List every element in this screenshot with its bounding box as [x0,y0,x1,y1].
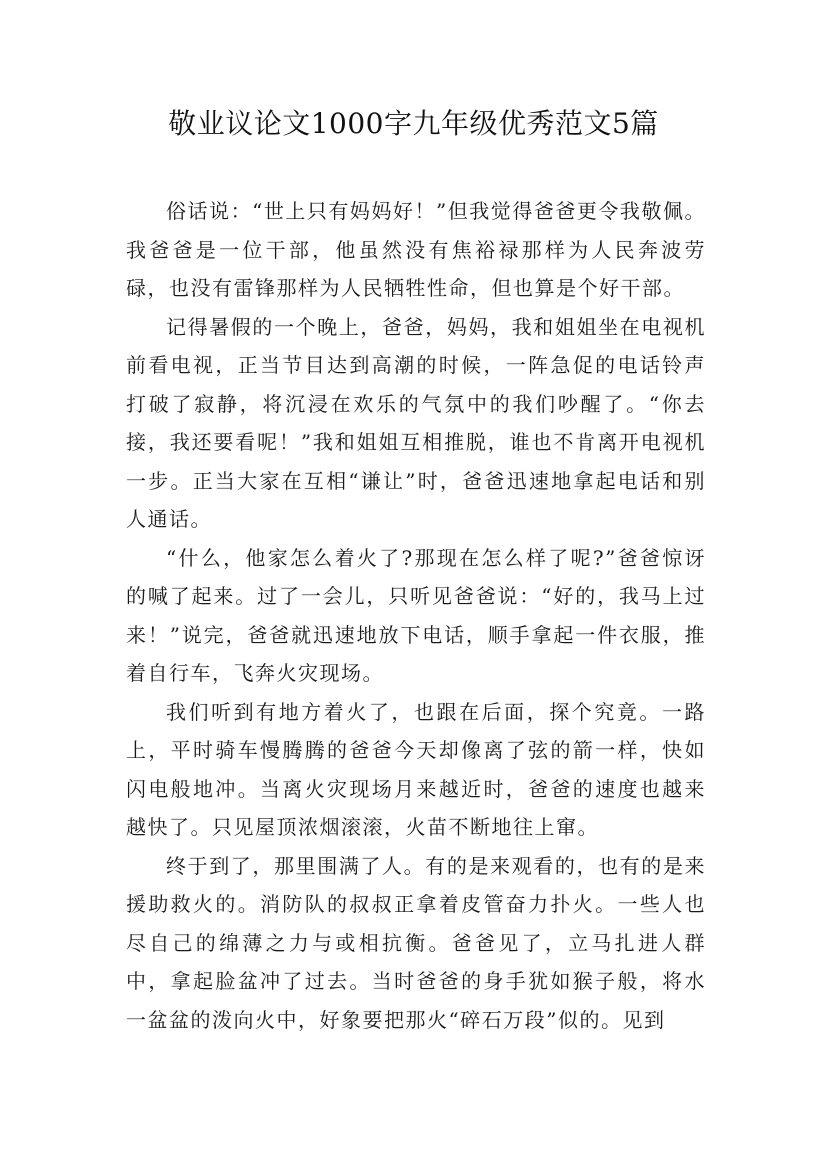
paragraph-1: 俗话说：“世上只有妈妈好！”但我觉得爸爸更令我敬佩。我爸爸是一位干部，他虽然没有焦裕禄那样为人民奔波劳碌，也没有雷锋那样为人民牺牲性命，但也算是个好干部。 [126,199,706,300]
document-body [126,192,706,1039]
document-title: 敬业议论文1000字九年级优秀范文5篇 [168,107,659,140]
paragraph-2: 记得暑假的一个晚上，爸爸，妈妈，我和姐姐坐在电视机前看电视，正当节目达到高潮的时候，一阵急促的电话铃声打破了寂静，将沉浸在欢乐的气氛中的我们吵醒了。“你去接，我还要看呢！”我和姐姐互相推脱，谁也不肯离开电视机一步。正当大家在互相“谦让”时，爸爸迅速地拿起电话和别人通话。 [126,314,706,531]
paragraph-4: 我们听到有地方着火了，也跟在后面，探个究竟。一路上，平时骑车慢腾腾的爸爸今天却像离了弦的箭一样，快如闪电般地冲。当离火灾现场月来越近时，爸爸的速度也越来越快了。只见屋顶浓烟滚滚，火苗不断地往上窜。 [126,699,706,839]
paragraph-5: 终于到了，那里围满了人。有的是来观看的，也有的是来援助救火的。消防队的叔叔正拿着皮管奋力扑火。一些人也尽自己的绵薄之力与或相抗衡。爸爸见了，立马扎进人群中，拿起脸盆冲了过去。当时爸爸的身手犹如猴子般，将水一盆盆的泼向火中，好象要把那火“碎石万段”似的。见到 [126,853,706,1032]
paragraph-3: “什么，他家怎么着火了?那现在怎么样了呢?”爸爸惊讶的喊了起来。过了一会儿，只听见爸爸说：“好的，我马上过来！”说完，爸爸就迅速地放下电话，顺手拿起一件衣服，推着自行车，飞奔火灾现场。 [126,545,706,685]
